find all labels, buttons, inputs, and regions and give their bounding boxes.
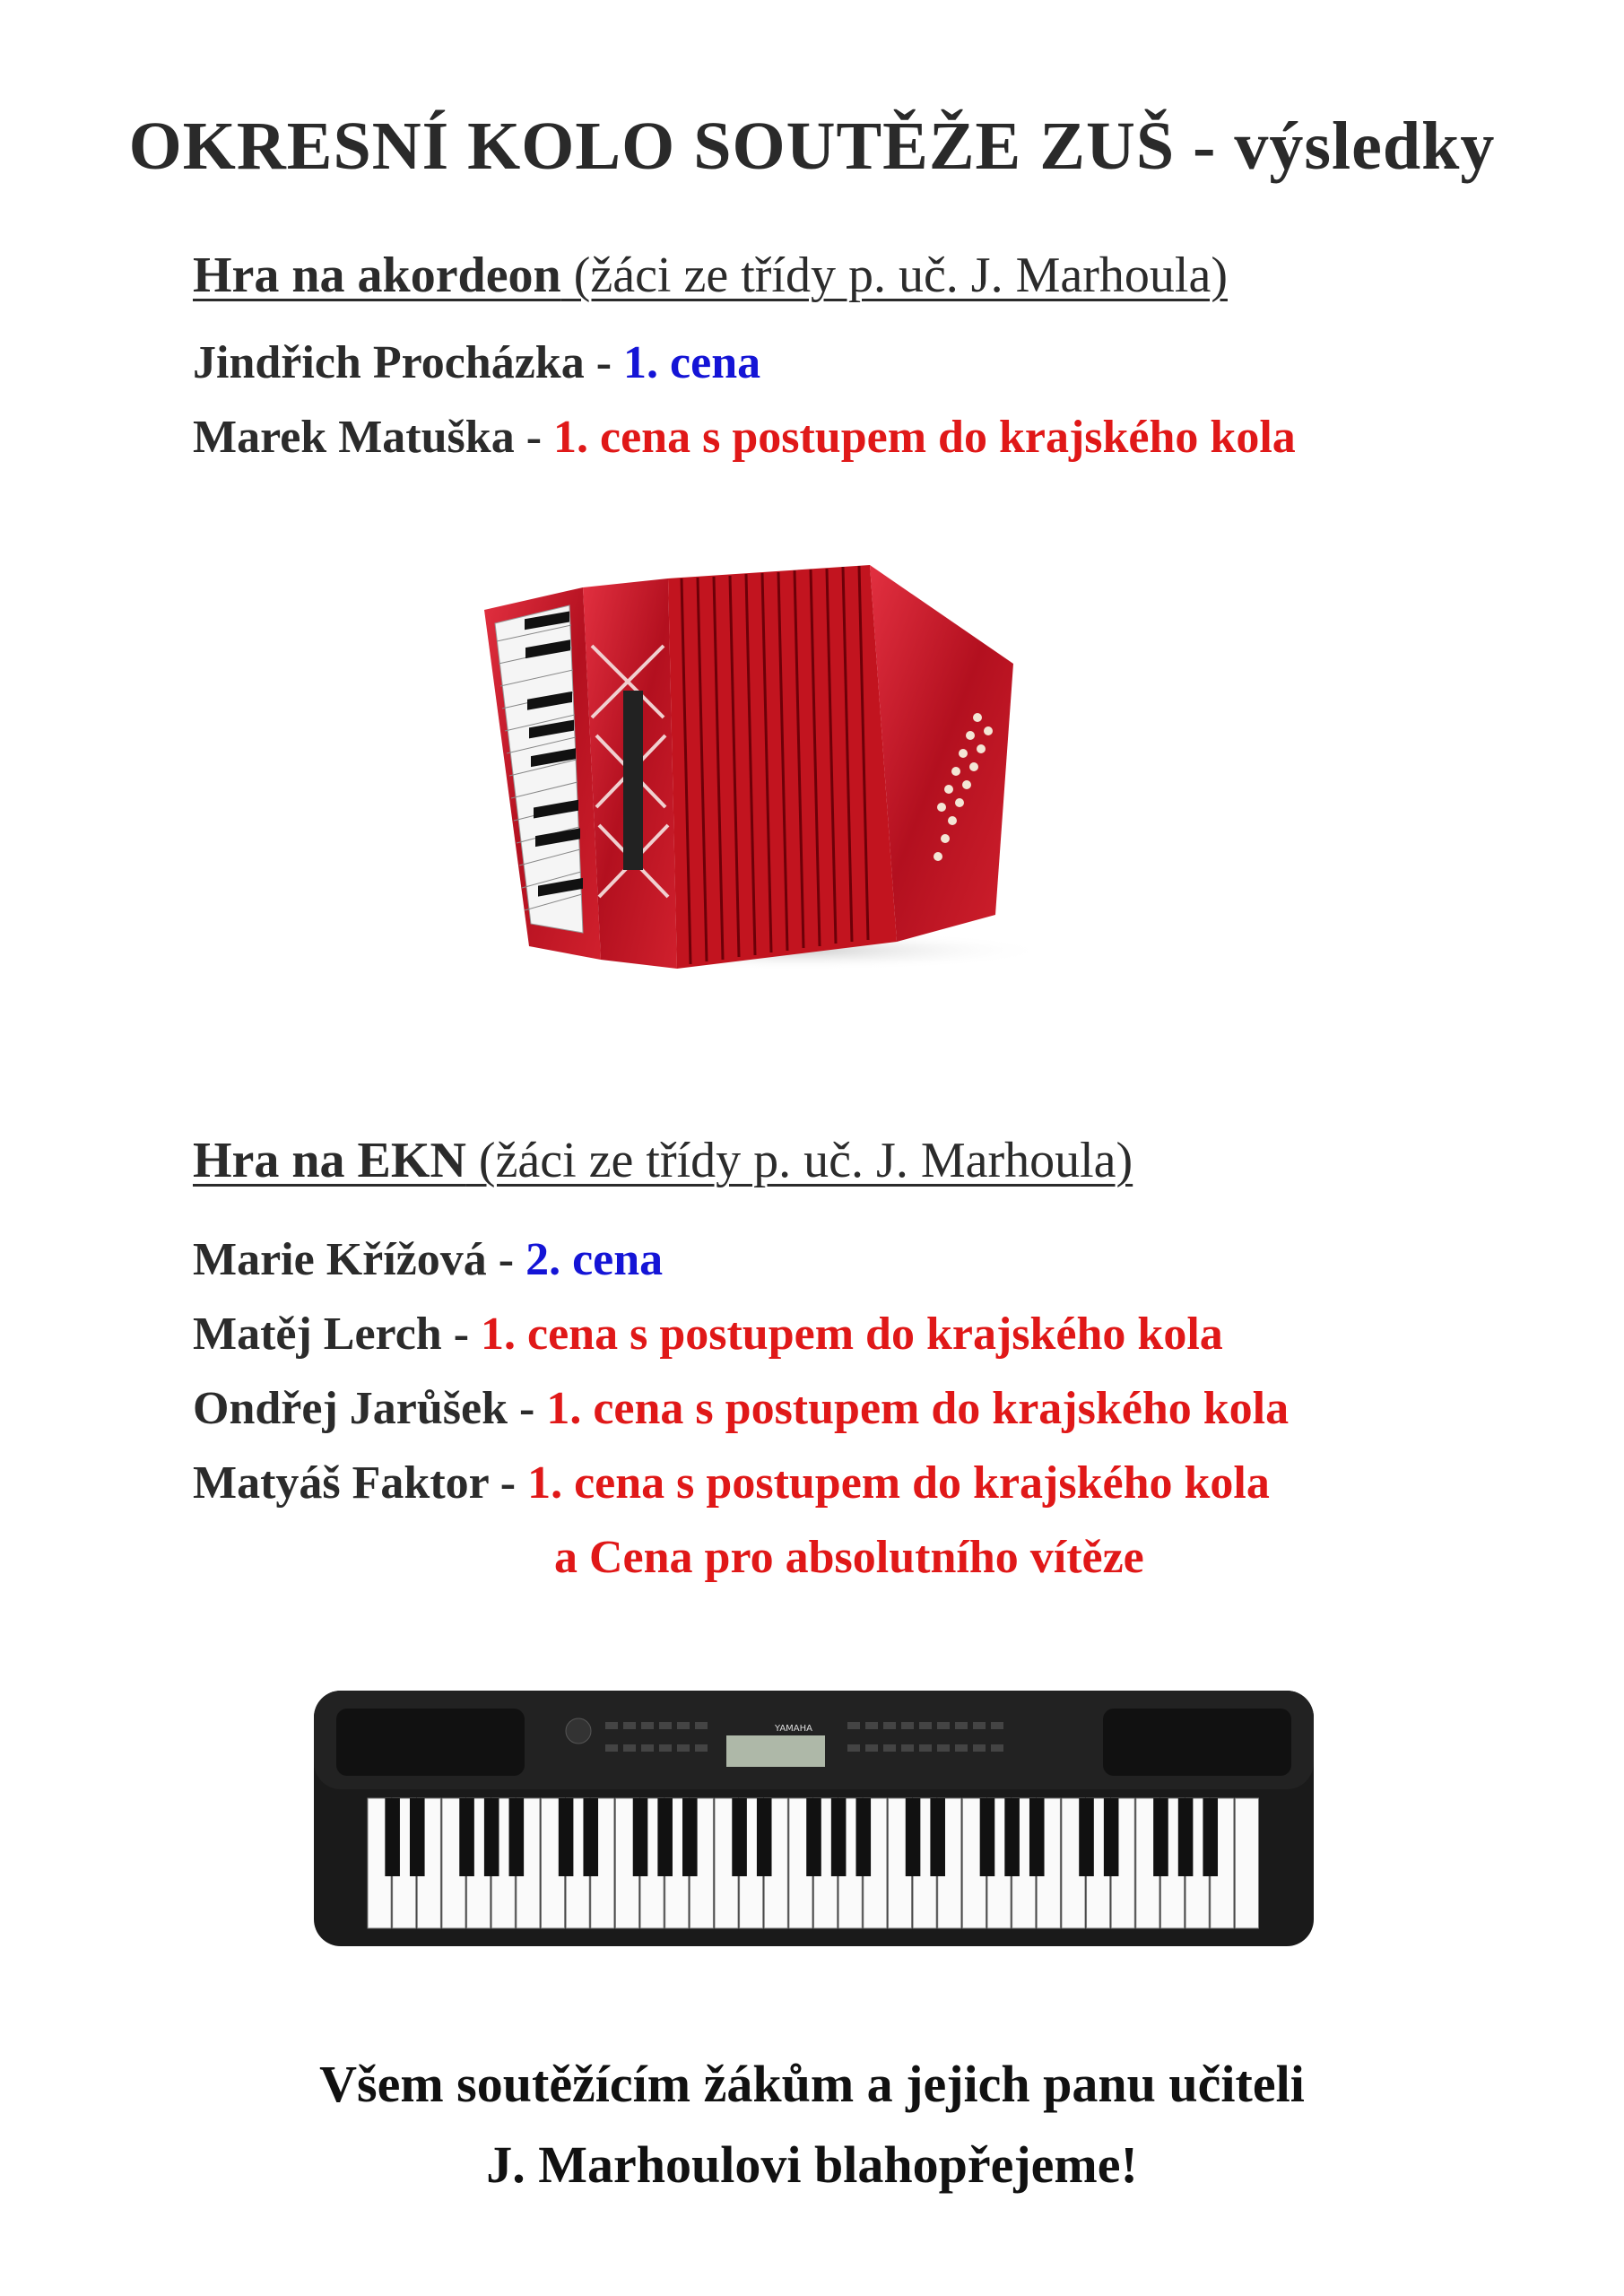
heading-rest: (žáci ze třídy p. uč. J. Marhoula) [465,1133,1133,1188]
award-continuation: a Cena pro absolutního vítěze [554,1532,1144,1583]
black-key [559,1798,574,1876]
heading-strong: Hra na EKN [193,1133,466,1188]
black-key [1203,1798,1218,1876]
result-row [193,1233,663,1286]
black-key [385,1798,400,1876]
student-name: Marie Křížová - [193,1234,526,1285]
brand-logo: YAMAHA [774,1724,813,1734]
white-key [1235,1798,1258,1928]
award: 1. cena s postupem do krajského kola [527,1457,1270,1509]
black-key [1029,1798,1045,1876]
black-key [732,1798,747,1876]
result-row [193,1382,1289,1435]
award: 1. cena s postupem do krajského kola [553,412,1296,463]
award: 2. cena [525,1234,664,1285]
black-key [583,1798,598,1876]
result-row [193,336,760,389]
black-key [509,1798,525,1876]
keyboard-image [309,1686,1318,1955]
student-name: Marek Matuška - [193,412,554,463]
black-key [806,1798,821,1876]
heading-strong: Hra na akordeon [193,248,561,303]
section-heading-ekn [193,1132,1133,1189]
black-key [682,1798,698,1876]
black-key [633,1798,648,1876]
black-key [831,1798,847,1876]
student-name: Ondřej Jarůšek - [193,1383,547,1434]
page-title: OKRESNÍ KOLO SOUTĚŽE ZUŠ - výsledky [128,109,1496,184]
black-key [410,1798,425,1876]
award: 1. cena s postupem do krajského kola [546,1383,1290,1434]
footer-line-2: J. Marhoulovi blahopřejeme! [486,2135,1138,2194]
black-key [459,1798,474,1876]
black-key [1153,1798,1168,1876]
result-row [193,1308,1223,1361]
black-key [484,1798,499,1876]
student-name: Matyáš Faktor - [193,1457,528,1509]
award: 1. cena [623,337,761,388]
black-key [930,1798,945,1876]
award: 1. cena s postupem do krajského kola [481,1309,1223,1360]
black-key [1004,1798,1020,1876]
black-key [980,1798,995,1876]
black-key [757,1798,772,1876]
heading-rest: (žáci ze třídy p. uč. J. Marhoula) [560,248,1228,303]
black-key [657,1798,673,1876]
result-row [193,411,1296,464]
black-key [855,1798,871,1876]
black-key [906,1798,921,1876]
black-key [1104,1798,1119,1876]
student-name: Matěj Lerch - [193,1309,482,1360]
result-row [193,1457,1270,1509]
black-key [1178,1798,1194,1876]
black-key [1079,1798,1094,1876]
section-heading-accordion [193,247,1228,304]
accordion-image [475,538,1049,987]
footer-line-1: Všem soutěžícím žákům a jejich panu učiteli [319,2055,1305,2113]
student-name: Jindřich Procházka - [193,337,624,388]
